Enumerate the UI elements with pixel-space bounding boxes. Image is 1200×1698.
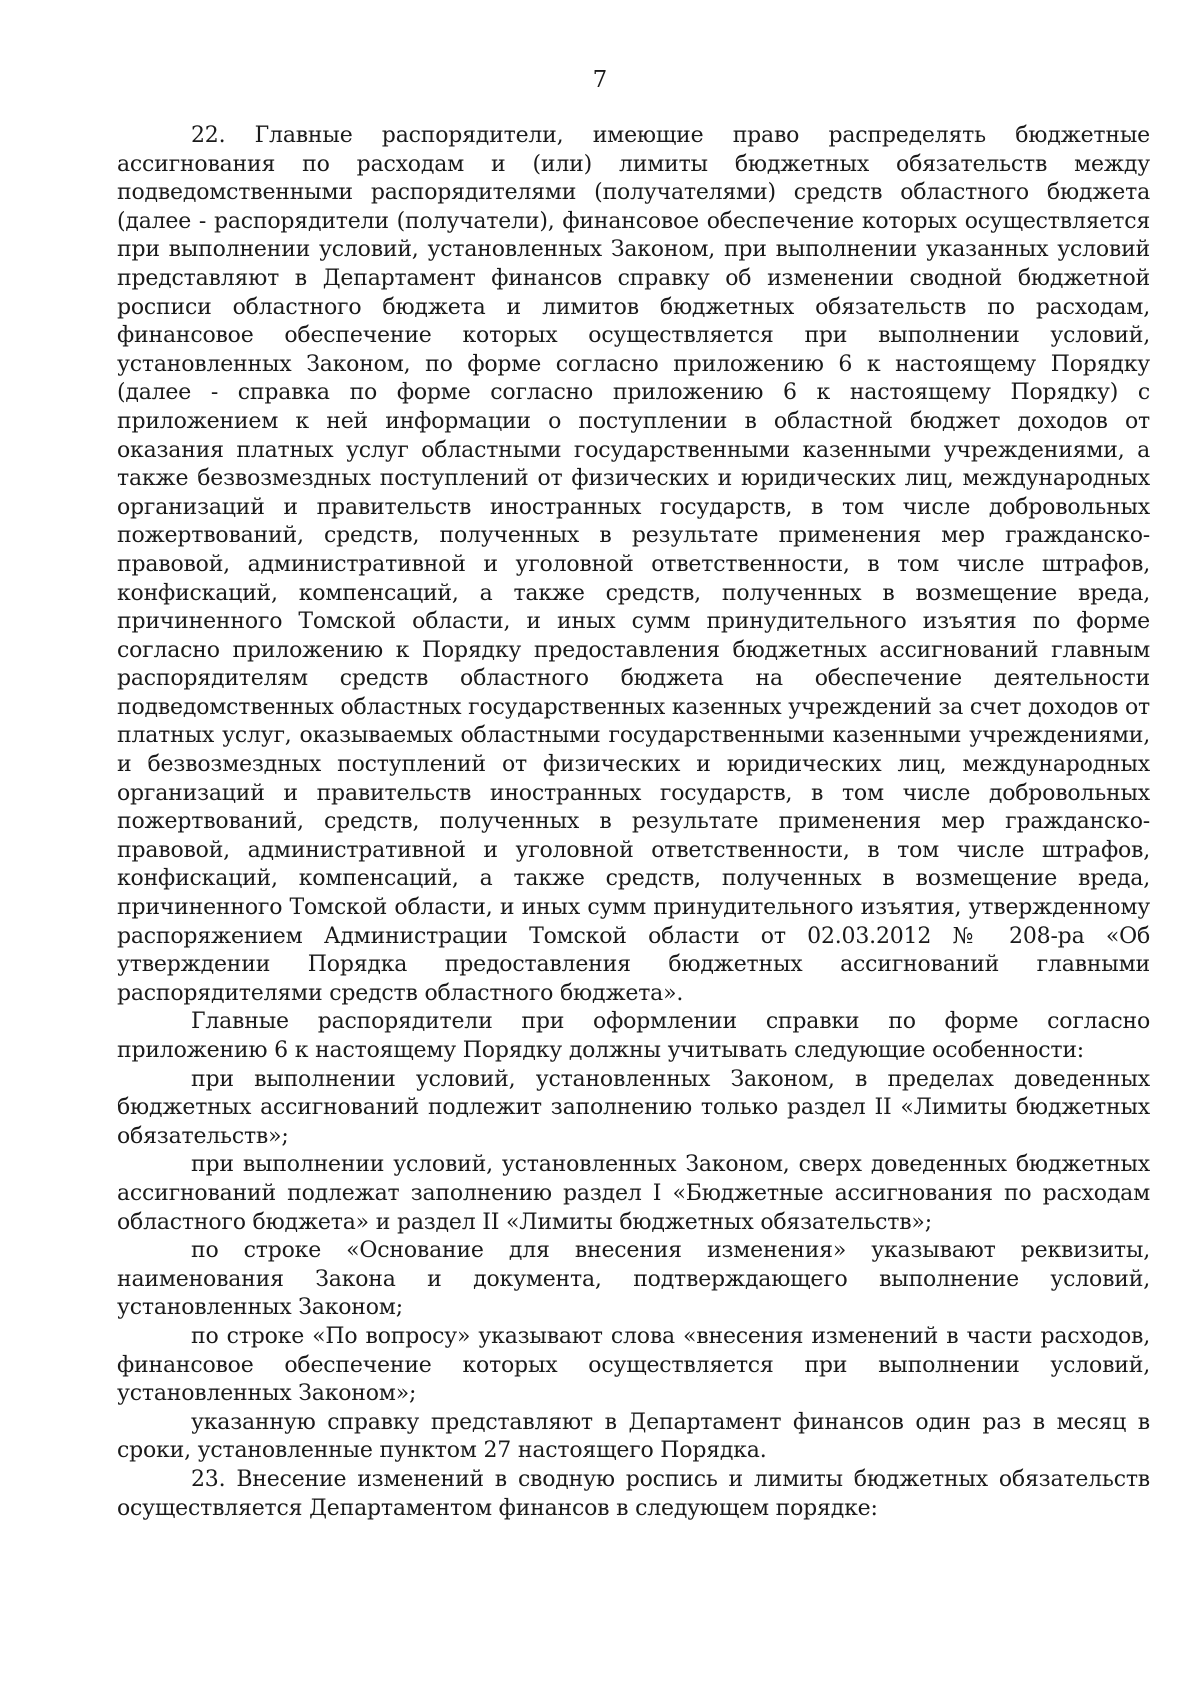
- paragraph-basis-line: по строке «Основание для внесения изменения» указывают реквизиты, наименования Закона и документа, подтверждающего выполнение условий, установленных Законом;: [117, 1238, 1150, 1321]
- document-body: [117, 122, 1150, 1523]
- paragraph-question-line: по строке «По вопросу» указывают слова «внесения изменений в части расходов, финансовое обеспечение которых осуществляется при выполнении условий, установленных Законом»;: [117, 1323, 1150, 1407]
- paragraph-within-allocations: при выполнении условий, установленных Законом, в пределах доведенных бюджетных ассигнований подлежит заполнению только раздел II «Лимиты бюджетных обязательств»;: [117, 1066, 1150, 1149]
- paragraph-submission-terms: указанную справку представляют в Департамент финансов один раз в месяц в сроки, установленные пунктом 27 настоящего Порядка.: [117, 1409, 1150, 1464]
- paragraph-features-intro: Главные распорядители при оформлении справки по форме согласно приложению 6 к настоящему Порядку должны учитывать следующие особенности:: [117, 1009, 1150, 1063]
- paragraph-22: 22. Главные распорядители, имеющие право распределять бюджетные ассигнования по расходам и (или) лимиты бюджетных обязательств между подведомственными распорядителями (получателями) средств областного бюджета (далее - распорядители (получатели), финансовое обеспечение которых осуществляется при выполнении условий, установленных Законом, при выполнении указанных условий представляют в Департамент финансов справку об изменении сводной бюджетной росписи областного бюджета и лимитов бюджетных обязательств по расходам, финансовое обеспечение которых осуществляется при выполнении условий, установленных Законом, по форме согласно приложению 6 к настоящему Порядку (далее - справка по форме согласно приложению 6 к настоящему Порядку) с приложением к ней информации о поступлении в областной бюджет доходов от оказания платных услуг областными государственными казенными учреждениями, а также безвозмездных поступлений от физических и юридических лиц, международных организаций и правительств иностранных государств, в том числе добровольных пожертвований, средств, полученных в результате применения мер гражданско-правовой, административной и уголовной ответственности, в том числе штрафов, конфискаций, компенсаций, а также средств, полученных в возмещение вреда, причиненного Томской области, и иных сумм принудительного изъятия по форме согласно приложению к Порядку предоставления бюджетных ассигнований главным распорядителям средств областного бюджета на обеспечение деятельности подведомственных областных государственных казенных учреждений за счет доходов от платных услуг, оказываемых областными государственными казенными учреждениями, и безвозмездных поступлений от физических и юридических лиц, международных организаций и правительств иностранных государств, в том числе добровольных пожертвований, средств, полученных в результате применения мер гражданско-правовой, административной и уголовной ответственности, в том числе штрафов, конфискаций, компенсаций, а также средств, полученных в возмещение вреда, причиненного Томской области, и иных сумм принудительного изъятия, утвержденному распоряжением Администрации Томской области от 02.03.2012 № 208-ра «Об утверждении Порядка предоставления бюджетных ассигнований главными распорядителями средств областного бюджета».: [117, 123, 1150, 1006]
- paragraph-above-allocations: при выполнении условий, установленных Законом, сверх доведенных бюджетных ассигнований подлежат заполнению раздел I «Бюджетные ассигнования по расходам областного бюджета» и раздел II «Лимиты бюджетных обязательств»;: [117, 1152, 1150, 1235]
- paragraph-23: 23. Внесение изменений в сводную роспись и лимиты бюджетных обязательств осуществляется Департаментом финансов в следующем порядке:: [117, 1466, 1150, 1521]
- page-number: 7: [592, 67, 608, 93]
